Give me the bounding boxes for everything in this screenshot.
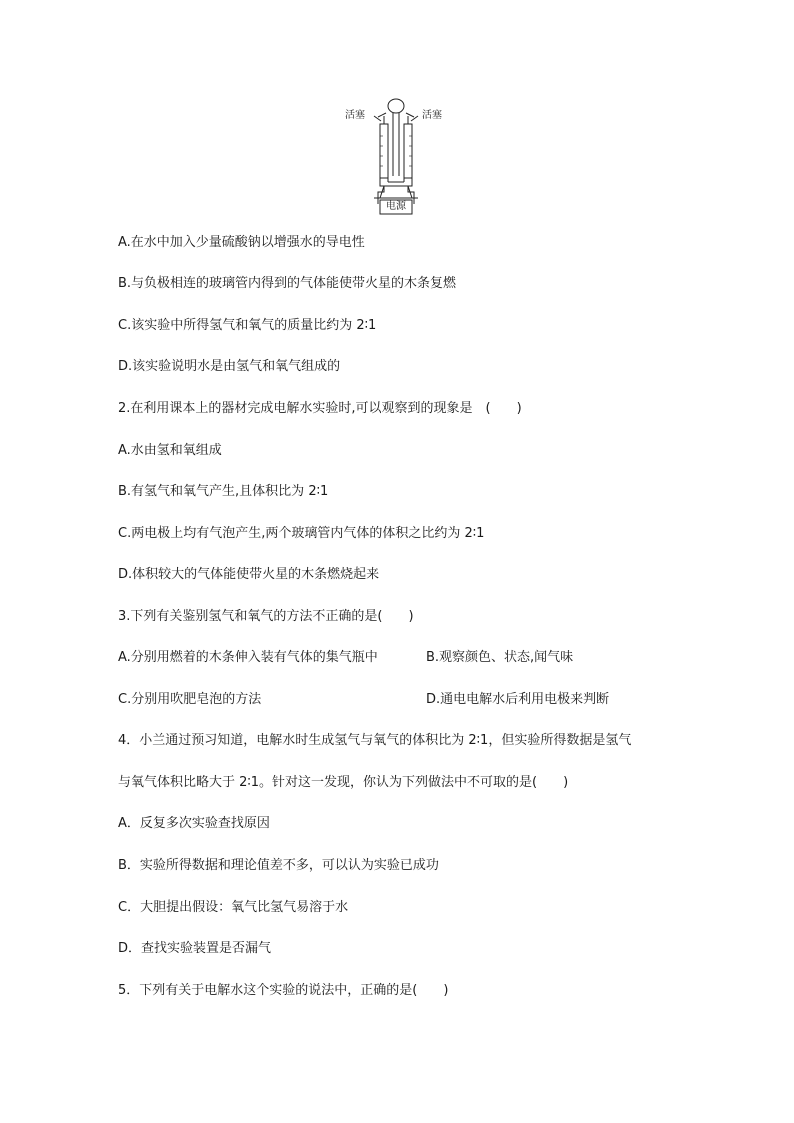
left-valve-label: 活塞 <box>345 110 365 121</box>
power-label: 电源 <box>386 201 406 212</box>
q2-option-c: C.两电极上均有气泡产生,两个玻璃管内气体的体积之比约为 2∶1 <box>118 526 485 541</box>
q4-option-b: B．实验所得数据和理论值差不多，可以认为实验已成功 <box>118 858 439 873</box>
q3-option-d: D.通电电解水后利用电极来判断 <box>426 692 610 707</box>
q1-option-d: D.该实验说明水是由氢气和氧气组成的 <box>118 359 341 374</box>
q2-option-a: A.水由氢和氧组成 <box>118 443 222 458</box>
q3-stem: 3.下列有关鉴别氢气和氧气的方法不正确的是( ) <box>118 609 414 624</box>
q3-option-b: B.观察颜色、状态,闻气味 <box>426 650 574 665</box>
q4-stem-line2: 与氧气体积比略大于 2∶1。针对这一发现，你认为下列做法中不可取的是( ) <box>118 775 569 790</box>
q2-option-b: B.有氢气和氧气产生,且体积比为 2∶1 <box>118 484 329 499</box>
q3-option-a: A.分别用燃着的木条伸入装有气体的集气瓶中 <box>118 650 378 665</box>
q5-stem: 5．下列有关于电解水这个实验的说法中，正确的是( ) <box>118 983 449 998</box>
q1-option-b: B.与负极相连的玻璃管内得到的气体能使带火星的木条复燃 <box>118 276 457 291</box>
q2-option-d: D.体积较大的气体能使带火星的木条燃烧起来 <box>118 567 380 582</box>
q4-option-d: D．查找实验装置是否漏气 <box>118 941 272 956</box>
q2-stem: 2.在利用课本上的器材完成电解水实验时,可以观察到的现象是 ( ) <box>118 401 522 416</box>
q3-option-c: C.分别用吹肥皂泡的方法 <box>118 692 262 707</box>
electrolysis-apparatus-figure <box>340 96 452 218</box>
q1-option-a: A.在水中加入少量硫酸钠以增强水的导电性 <box>118 235 365 250</box>
q4-option-a: A．反复多次实验查找原因 <box>118 816 270 831</box>
q1-option-c: C.该实验中所得氢气和氧气的质量比约为 2∶1 <box>118 318 377 333</box>
q4-option-c: C．大胆提出假设：氧气比氢气易溶于水 <box>118 900 349 915</box>
q4-stem-line1: 4．小兰通过预习知道，电解水时生成氢气与氧气的体积比为 2∶1，但实验所得数据是氢气 <box>118 733 632 748</box>
right-valve-label: 活塞 <box>422 110 442 121</box>
